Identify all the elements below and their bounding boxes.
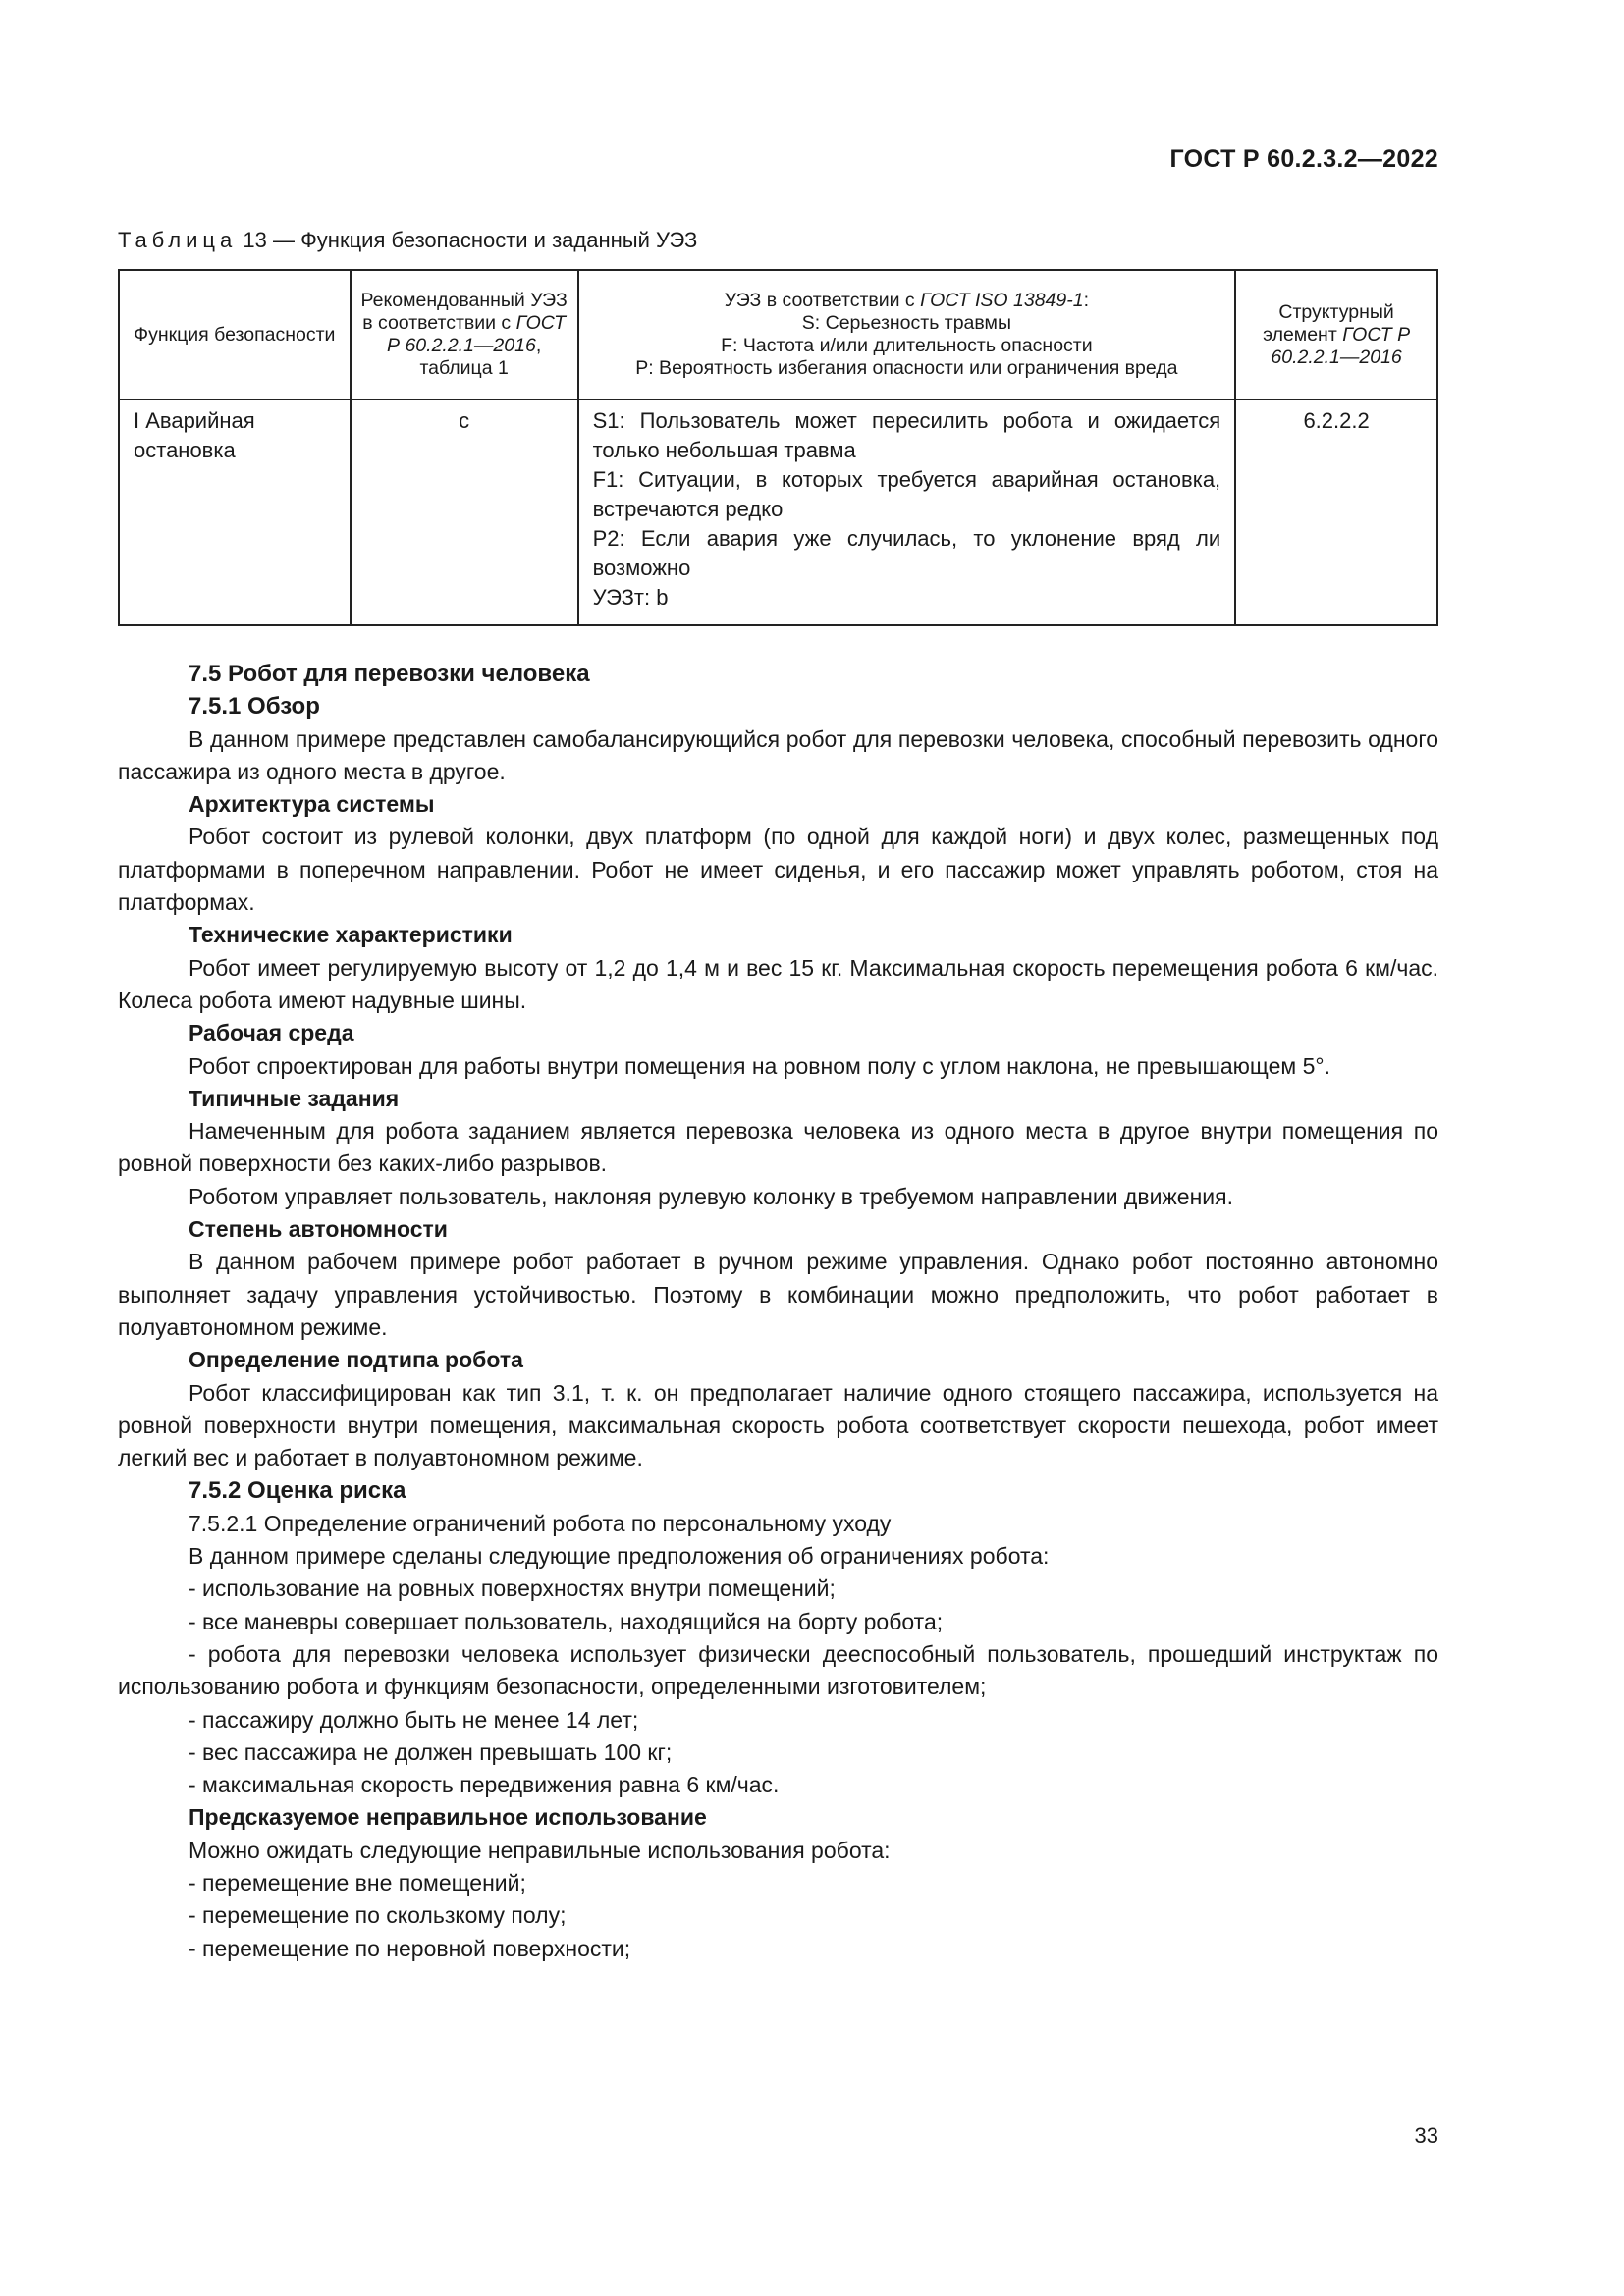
header-level-iso-probability: P: Вероятность избегания опасности или ограничения вреда xyxy=(635,357,1178,379)
table-caption-label: Таблица xyxy=(118,228,238,252)
section-7-5-2-1-text: 7.5.2.1 Определение ограничений робота по персональному уходу xyxy=(189,1510,892,1536)
header-safety-function: Функция безопасности xyxy=(119,270,351,400)
header-structural-ref: ГОСТ Р 60.2.2.1—2016 xyxy=(1271,323,1411,368)
table-caption xyxy=(118,228,697,253)
cell-details xyxy=(578,400,1236,625)
overview-text: В данном примере представлен самобалансирующийся робот для перевозки человека, способный перевозить одного пассажира из одного места в другое. xyxy=(118,725,1438,784)
cell-level: c xyxy=(351,400,578,625)
misuse-title: Предсказуемое неправильное использование xyxy=(189,1804,707,1831)
detail-s1: S1: Пользователь может пересилить робота и ожидается только небольшая травма xyxy=(592,408,1221,462)
header-structural-element xyxy=(1235,270,1437,400)
cell-function: I Аварийная остановка xyxy=(119,400,351,625)
detail-p2: P2: Если авария уже случилась, то уклонение вряд ли возможно xyxy=(592,526,1221,580)
section-7-5-2-title: 7.5.2 Оценка риска xyxy=(189,1477,406,1505)
tech-specs-text: Робот имеет регулируемую высоту от 1,2 до 1,4 м и вес 15 кг. Максимальная скорость перемещения робота 6 км/час. Колеса робота имеют надувные шины. xyxy=(118,954,1438,1013)
section-7-5-title: 7.5 Робот для перевозки человека xyxy=(189,661,590,687)
section-7-5-1-title: 7.5.1 Обзор xyxy=(189,693,320,721)
list-item: - максимальная скорость передвижения равна 6 км/час. xyxy=(189,1772,780,1798)
table-caption-text: 13 — Функция безопасности и заданный УЭЗ xyxy=(237,228,698,252)
header-level-iso-post: : xyxy=(1083,290,1089,311)
document-header: ГОСТ Р 60.2.3.2—2022 xyxy=(1169,145,1438,173)
detail-f1: F1: Ситуации, в которых требуется аварийная остановка, встречаются редко xyxy=(592,467,1221,521)
page-number: 33 xyxy=(1414,2123,1438,2148)
header-recommended-pre: Рекомендованный УЭЗ в соответствии с xyxy=(360,290,568,334)
header-level-iso xyxy=(578,270,1236,400)
tasks-title: Типичные задания xyxy=(189,1085,400,1111)
architecture-text: Робот состоит из рулевой колонки, двух платформ (по одной для каждой ноги) и двух колес, размещенных под платформами в поперечном направлении. Робот не имеет сиденья, и его пассажир может управлять роботом, стоя на платформах. xyxy=(118,824,1438,916)
cell-element: 6.2.2.2 xyxy=(1235,400,1437,625)
architecture-title: Архитектура системы xyxy=(189,791,435,818)
tech-specs-title: Технические характеристики xyxy=(189,922,513,948)
main-content xyxy=(118,658,1438,1965)
list-item: - все маневры совершает пользователь, находящийся на борту робота; xyxy=(189,1608,944,1634)
header-level-iso-line1 xyxy=(587,290,1227,312)
list-item: - пассажиру должно быть не менее 14 лет; xyxy=(189,1706,639,1733)
misuse-intro: Можно ожидать следующие неправильные использования робота: xyxy=(189,1837,891,1863)
list-item: - перемещение вне помещений; xyxy=(189,1869,526,1896)
list-item: - робота для перевозки человека использует физически дееспособный пользователь, прошедший инструктаж по использованию робота и функциям безопасности, определенными изготовителем; xyxy=(118,1640,1438,1700)
subtype-title: Определение подтипа робота xyxy=(189,1347,523,1373)
tasks-text-2: Роботом управляет пользователь, наклоняя рулевую колонку в требуемом направлении движения. xyxy=(189,1183,1233,1209)
limits-intro: В данном примере сделаны следующие предположения об ограничениях робота: xyxy=(189,1543,1050,1570)
list-item: - перемещение по неровной поверхности; xyxy=(189,1935,631,1961)
header-level-iso-severity: S: Серьезность травмы xyxy=(801,312,1011,334)
header-level-iso-frequency: F: Частота и/или длительность опасности xyxy=(721,335,1093,356)
environment-text: Робот спроектирован для работы внутри помещения на ровном полу с углом наклона, не превышающем 5°. xyxy=(189,1052,1330,1079)
header-structural-pre: Структурный элемент xyxy=(1263,300,1394,346)
header-recommended-ref: ГОСТ Р 60.2.2.1—2016 xyxy=(387,312,567,356)
table-row xyxy=(119,400,1437,625)
environment-title: Рабочая среда xyxy=(189,1020,354,1046)
header-level-iso-ref: ГОСТ ISO 13849-1 xyxy=(920,290,1084,311)
list-item: - вес пассажира не должен превышать 100 кг; xyxy=(189,1738,673,1765)
subtype-text: Робот классифицирован как тип 3.1, т. к. он предполагает наличие одного стоящего пассажира, используется на ровной поверхности внутри помещения, максимальная скорость робота соответствует скорости пешехода, робот имеет легкий вес и работает в полуавтономном режиме. xyxy=(118,1379,1438,1471)
table-header-row xyxy=(119,270,1437,400)
tasks-text-1: Намеченным для робота заданием является перевозка человека из одного места в другое внутри помещения по ровной поверхности без каких-либо разрывов. xyxy=(118,1118,1438,1177)
safety-function-table xyxy=(118,269,1438,626)
autonomy-text: В данном рабочем примере робот работает в ручном режиме управления. Однако робот постоянно автономно выполняет задачу управления устойчивостью. Поэтому в комбинации можно предположить, что робот работает в полуавтономном режиме. xyxy=(118,1249,1438,1340)
detail-level-result: УЭЗт: b xyxy=(592,585,669,610)
list-item: - использование на ровных поверхностях внутри помещений; xyxy=(189,1575,836,1602)
autonomy-title: Степень автономности xyxy=(189,1216,448,1243)
header-recommended-post: , таблица 1 xyxy=(419,335,542,379)
header-level-iso-pre: УЭЗ в соответствии с xyxy=(724,290,921,311)
header-recommended-level xyxy=(351,270,578,400)
list-item: - перемещение по скользкому полу; xyxy=(189,1902,567,1929)
